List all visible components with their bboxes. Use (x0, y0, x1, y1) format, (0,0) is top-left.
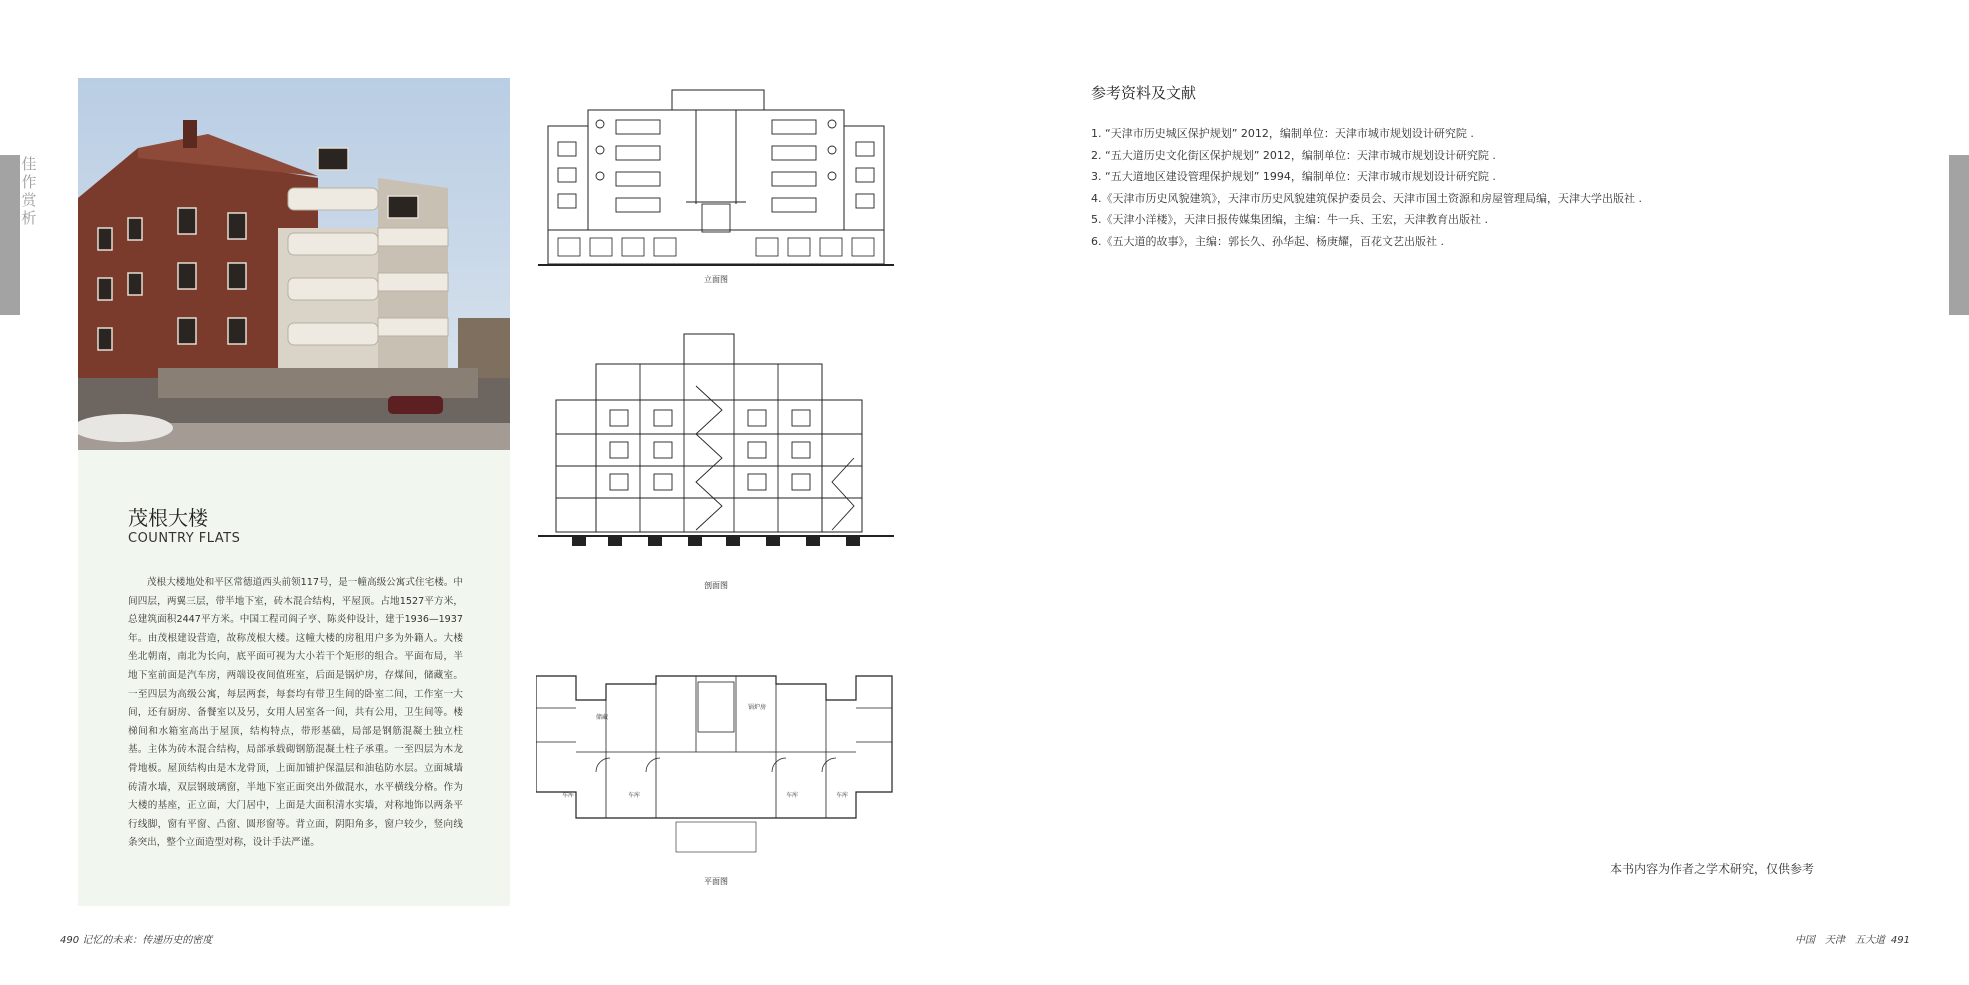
reference-item: 4.《天津市历史风貌建筑》，天津市历史风貌建筑保护委员会、天津市国土资源和房屋管理局编，天津大学出版社 . (1091, 191, 1642, 205)
plan-label: 储藏 (596, 714, 609, 721)
section-caption: 剖面图 (704, 581, 728, 590)
reference-item: 1. “天津市历史城区保护规划” 2012，编制单位：天津市城市规划设计研究院 . (1091, 127, 1474, 140)
building-title-cn: 茂根大楼 (128, 506, 208, 530)
right-section-tab (1949, 155, 1969, 315)
reference-item: 5.《天津小洋楼》，天津日报传媒集团编，主编：牛一兵、王宏，天津教育出版社 . (1091, 213, 1488, 227)
elevation-drawing (536, 84, 896, 285)
footer-left: 490 记忆的未来：传递历史的密度 (60, 935, 213, 946)
plan-label: 车库 (836, 792, 849, 799)
section-label: 佳作赏析 (21, 155, 37, 227)
reference-item: 6.《五大道的故事》，主编：郭长久、孙华起、杨庚耀，百花文艺出版社 . (1091, 234, 1444, 248)
references-title: 参考资料及文献 (1091, 84, 1197, 102)
building-title-en: COUNTRY FLATS (128, 531, 241, 546)
building-photo (78, 78, 510, 450)
page-number: 491 (1890, 935, 1910, 946)
plan-caption: 平面图 (704, 877, 728, 886)
elevation-caption: 立面图 (704, 275, 728, 284)
references-list (1091, 123, 1642, 253)
plan-label: 车库 (628, 792, 641, 799)
plan-label: 车库 (786, 792, 799, 799)
footer-right (1795, 931, 1910, 946)
left-section-tab (0, 155, 20, 315)
disclaimer: 本书内容为作者之学术研究，仅供参考 (1610, 862, 1815, 876)
building-description: 茂根大楼地处和平区常德道西头前领117号，是一幢高级公寓式住宅楼。中间四层，两翼三层，带半地下室，砖木混合结构，平屋顶。占地1527平方米，总建筑面积2447平方米。中国工程司阎子亨、陈炎仲设计，建于1936—1937年。由茂根建设营造，故称茂根大楼。这幢大楼的房租用户多为外籍人。大楼坐北朝南，南北为长向，底平面可视为大小若干个矩形的组合。平面布局，半地下室前面是汽车房，两端设夜间值班室，后面是锅炉房，存煤间，储藏室。一至四层为高级公寓，每层两套，每套均有带卫生间的卧室二间，工作室一大间，还有厨房、备餐室以及另，女用人居室各一间，共有公用，卫生间等。楼梯间和水箱室高出于屋顶，结构特点，带形基础，局部是钢筋混凝土独立柱基。主体为砖木混合结构，局部承载砌钢筋混凝土柱子承重。一至四层为木龙骨地板。屋顶结构由是木龙骨顶，上面加铺护保温层和油毡防水层。立面城墙砖清水墙，双层钢玻璃窗，半地下室正面突出外做混水，水平横线分格。作为大楼的基座，正立面，大门居中，上面是大面积清水实墙，对称地饰以两条平行线脚，窗有平窗、凸窗、圆形窗等。背立面，阴阳角多，窗户较少，竖向线条突出，整个立面造型对称，设计手法严谨。 (128, 577, 463, 849)
reference-item: 2. “五大道历史文化街区保护规划” 2012，编制单位：天津市城市规划设计研究院 . (1091, 148, 1496, 162)
reference-item: 3. “五大道地区建设管理保护规划” 1994，编制单位：天津市城市规划设计研究院 . (1091, 170, 1496, 184)
plan-drawing (536, 672, 896, 886)
plan-label: 车库 (562, 792, 575, 799)
section-drawing (536, 330, 896, 591)
footer-location: 中国 天津 五大道 (1794, 935, 1885, 946)
plan-label: 锅炉房 (748, 704, 767, 711)
